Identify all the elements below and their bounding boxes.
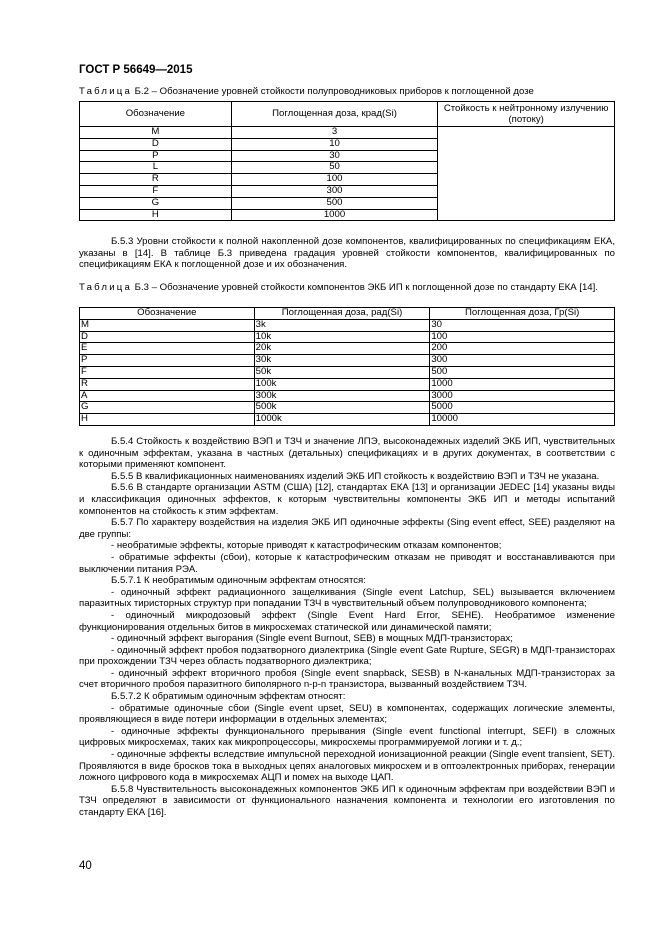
table-cell: 10k [254,331,430,343]
table-cell: D [80,331,255,343]
table-cell: M [80,127,232,139]
list-item: - одиночный эффект вторичного пробоя (Single event snapback, SESB) в N-канальных МДП-транзисторах за счет вторичного пробоя паразитного биполярного n-p-n транзистора, вызванный воздействием ТЗЧ. [79,667,615,691]
page-number: 40 [79,860,92,872]
paragraph-b572: Б.5.7.2 К обратимым одиночным эффектам относят: [111,691,346,703]
table-cell: 50 [231,162,438,174]
table-row [80,402,615,414]
table-header-row [80,308,615,320]
list-item: - одиночный эффект пробоя подзатворного диэлектрика (Single event Gate Rupture, SEGR) в МДП-транзисторах при прохождении ТЗЧ через область подзатворного диэлектрика; [79,644,615,668]
paragraph-b56: Б.5.6 В стандарте организации ASTM (США) [12], стандартах ЕКА [13] и организации JEDEC [14] указаны виды и классификация одиночных эффектов, к которым чувствительны компоненты ЭКБ ИП и методы испытаний компонентов на стойкость к этим эффектам. [79,482,615,517]
table-cell: 50k [254,366,430,378]
table-cell: A [80,390,255,402]
col-header-designation: Обозначение [80,308,255,320]
table-cell: 5000 [430,402,615,414]
table-cell: R [80,174,232,186]
table-b2-caption-text: Б.2 – Обозначение уровней стойкости полупроводниковых приборов к поглощенной дозе [132,86,534,97]
list-item: - одиночный микродозовый эффект (Single Event Hard Error, SEHE). Необратимое изменение функционирования отдельных битов в микросхемах статической или динамической памяти; [79,609,615,633]
neutron-merged-cell [438,127,615,221]
table-row [80,127,615,139]
table-cell: R [80,378,255,390]
table-cell: M [80,319,255,331]
table-cell: 20k [254,343,430,355]
table-row [80,343,615,355]
paragraph-b54: Б.5.4 Стойкость к воздействию ВЭП и ТЗЧ и значение ЛПЭ, высоконадежных изделий ЭКБ ИП, чувствительных к одиночным эффектам, указана в частных (детальных) спецификациях и в других документах, в соответствии с которыми применяют компонент. [79,436,615,471]
table-cell: G [80,402,255,414]
table-row [80,319,615,331]
table-b2-caption-label: Таблица [79,86,133,97]
table-row [80,390,615,402]
table-row [80,366,615,378]
table-b3-caption [79,282,615,294]
table-cell: 10000 [430,414,615,426]
table-cell: 3k [254,319,430,331]
table-b2-caption [79,86,615,98]
table-cell: 100 [231,174,438,186]
list-item: - одиночный эффект выгорания (Single event Burnout, SEB) в мощных МДП-транзисторах; [111,633,513,645]
table-cell: 30k [254,355,430,367]
document-id-header: ГОСТ Р 56649—2015 [79,64,193,76]
table-cell: E [80,343,255,355]
col-header-dose-krad: Поглощенная доза, крад(Si) [231,102,438,127]
col-header-designation: Обозначение [80,102,232,127]
table-cell: 1000 [231,209,438,221]
list-item: - одиночные эффекты функционального прерывания (Single event functional interrupt, SEFI) в сложных цифровых микросхемах, таких как микропроцессоры, микросхемы программируемой логики и т. д.; [79,725,615,749]
table-cell: G [80,197,232,209]
table-cell: 300 [231,185,438,197]
table-cell: 30 [231,150,438,162]
table-row [80,331,615,343]
table-cell: 300 [430,355,615,367]
list-item: - одиночные эффекты вследствие импульсной переходной ионизационной реакции (Single event transient, SET). Проявляются в виде бросков тока в выходных цепях аналоговых микросхем и в оптоэлектронных приборах, генерации ложного цифрового кода в микросхемах АЦП и помех на выходе ЦАП. [79,749,615,784]
table-cell: 1000 [430,378,615,390]
table-row [80,355,615,367]
list-item: - одиночный эффект радиационного защелкивания (Single event Latchup, SEL) вызывается включением паразитных тиристорных структур при попадании ТЗЧ в чувствительный объем полупроводникового компонента; [79,586,615,610]
table-cell: P [80,355,255,367]
table-b3 [79,307,615,426]
table-row [80,414,615,426]
table-cell: 100 [430,331,615,343]
table-cell: F [80,185,232,197]
list-item: - необратимые эффекты, которые приводят к катастрофическим отказам компонентов; [111,540,502,552]
table-cell: 3000 [430,390,615,402]
table-header-row [80,102,615,127]
paragraph-b55: Б.5.5 В квалификационных наименованиях изделий ЭКБ ИП стойкость к воздействию ВЭП и ТЗЧ не указана. [111,470,600,482]
table-b3-caption-text: Б.3 – Обозначение уровней стойкости компонентов ЭКБ ИП к поглощенной дозе по стандарту ЕКА [14]. [132,282,598,293]
paragraph-b53: Б.5.3 Уровни стойкости к полной накопленной дозе компонентов, квалифицированных по спецификациям ЕКА, указаны в [14]. В таблице Б.3 приведена градация уровней стойкости компонентов, квалифицированных по спецификациям ЕКА к поглощенной дозе и их обозначения. [79,236,615,271]
table-cell: P [80,150,232,162]
col-header-dose-gy: Поглощенная доза, Гр(Si) [430,308,615,320]
table-cell: 30 [430,319,615,331]
col-header-neutron: Стойкость к нейтронному излучению (потоку) [438,102,615,127]
table-cell: 300k [254,390,430,402]
table-b2 [79,101,615,221]
table-cell: 500k [254,402,430,414]
table-cell: L [80,162,232,174]
list-item: - обратимые одиночные сбои (Single event upset, SEU) в компонентах, содержащих логические элементы, проявляющиеся в виде потери информации в отдельных элементах; [79,702,615,726]
table-cell: 1000k [254,414,430,426]
table-cell: 100k [254,378,430,390]
list-item: - обратимые эффекты (сбои), которые к катастрофическим отказам не приводят и восстанавливаются при выключении питания РЭА. [79,551,615,575]
paragraph-b57: Б.5.7 По характеру воздействия на изделия ЭКБ ИП одиночные эффекты (Sing event effect, SEE) разделяют на две группы: [79,517,615,540]
col-header-dose-rad: Поглощенная доза, рад(Si) [254,308,430,320]
table-cell: 3 [231,127,438,139]
table-cell: F [80,366,255,378]
paragraph-b53-block [79,236,615,271]
table-cell: 500 [231,197,438,209]
table-cell: 500 [430,366,615,378]
table-cell: 10 [231,138,438,150]
table-cell: H [80,209,232,221]
table-b3-caption-label: Таблица [79,282,133,293]
main-body-text [79,436,615,819]
paragraph-b58: Б.5.8 Чувствительность высоконадежных компонентов ЭКБ ИП к одиночным эффектам при воздействии ВЭП и ТЗЧ определяют в зависимости от функционального назначения компонента и технологии его изготовления по стандарту ЕКА [16]. [79,783,615,818]
table-cell: D [80,138,232,150]
paragraph-b571: Б.5.7.1 К необратимым одиночным эффектам относятся: [111,575,366,587]
table-row [80,378,615,390]
table-cell: 200 [430,343,615,355]
table-cell: H [80,414,255,426]
